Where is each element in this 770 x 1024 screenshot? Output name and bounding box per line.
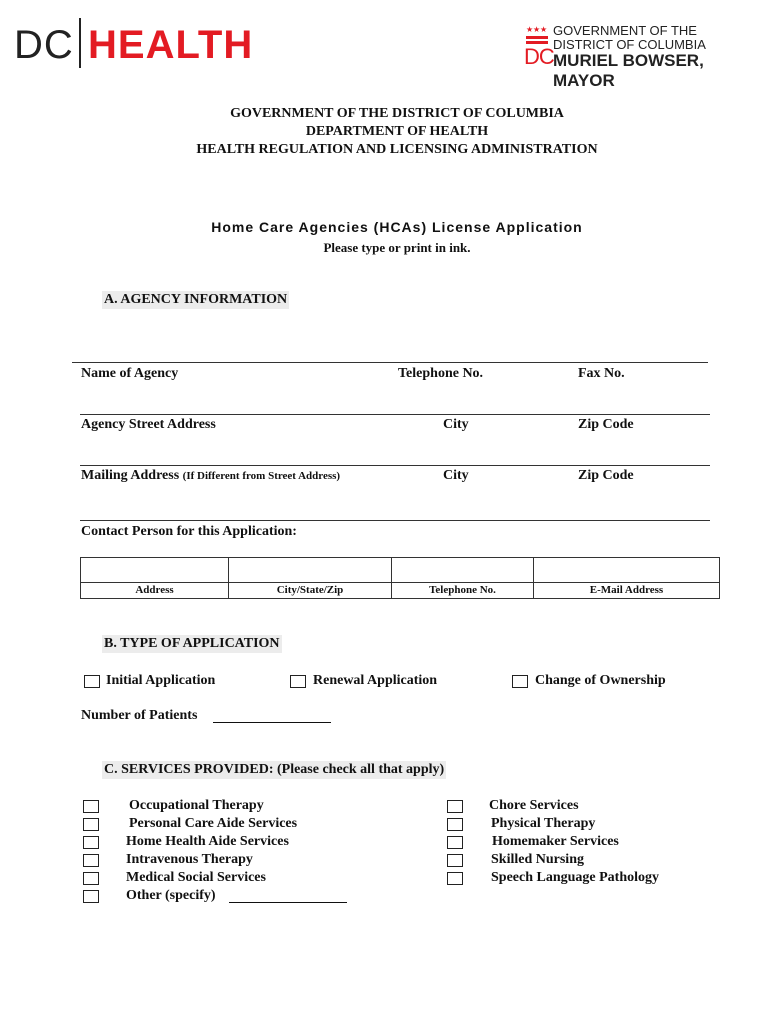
telephone-label: Telephone No. bbox=[398, 366, 484, 381]
change-of-ownership-checkbox[interactable] bbox=[512, 675, 528, 688]
renewal-application-label: Renewal Application bbox=[313, 673, 438, 688]
service-checkbox-other[interactable] bbox=[83, 890, 99, 903]
service-checkbox-homemaker[interactable] bbox=[447, 836, 463, 849]
initial-application-label: Initial Application bbox=[106, 673, 216, 688]
number-of-patients-field[interactable] bbox=[213, 722, 331, 723]
header-line-1: GOVERNMENT OF THE DISTRICT OF COLUMBIA bbox=[230, 106, 564, 121]
zip-label-2: Zip Code bbox=[578, 468, 634, 483]
mailing-address-label bbox=[81, 468, 340, 484]
service-checkbox-physical-therapy[interactable] bbox=[447, 818, 463, 831]
service-label-other: Other (specify) bbox=[126, 888, 216, 903]
rule-4 bbox=[80, 520, 710, 521]
contact-person-label: Contact Person for this Application: bbox=[81, 524, 297, 539]
service-checkbox-personal-care-aide[interactable] bbox=[83, 818, 99, 831]
service-checkbox-speech-language[interactable] bbox=[447, 872, 463, 885]
name-of-agency-label: Name of Agency bbox=[81, 366, 179, 381]
form-title: Home Care Agencies (HCAs) License Application bbox=[211, 219, 583, 235]
service-label-intravenous-therapy: Intravenous Therapy bbox=[126, 852, 253, 867]
city-label: City bbox=[443, 417, 469, 432]
gov-logo-line1: GOVERNMENT OF THE bbox=[553, 23, 697, 38]
dc-flag-icon: ★ ★ ★ bbox=[526, 26, 548, 46]
service-checkbox-medical-social[interactable] bbox=[83, 872, 99, 885]
service-label-chore: Chore Services bbox=[489, 798, 579, 813]
section-a-heading: A. AGENCY INFORMATION bbox=[104, 292, 288, 307]
dc-logo-text: DC bbox=[14, 23, 74, 67]
gov-logo-dc: DC bbox=[524, 44, 554, 69]
service-label-personal-care-aide: Personal Care Aide Services bbox=[129, 816, 298, 831]
rule-3 bbox=[80, 465, 710, 466]
service-label-homemaker: Homemaker Services bbox=[492, 834, 619, 849]
number-of-patients-label: Number of Patients bbox=[81, 708, 198, 723]
service-label-skilled-nursing: Skilled Nursing bbox=[491, 852, 584, 867]
service-checkbox-skilled-nursing[interactable] bbox=[447, 854, 463, 867]
renewal-application-checkbox[interactable] bbox=[290, 675, 306, 688]
gov-logo-line2: DISTRICT OF COLUMBIA bbox=[553, 37, 706, 52]
table-header-city-state-zip: City/State/Zip bbox=[276, 584, 344, 596]
mailing-address-note: (If Different from Street Address) bbox=[182, 470, 341, 482]
city-label-2: City bbox=[443, 468, 469, 483]
fax-label: Fax No. bbox=[578, 366, 625, 381]
service-checkbox-intravenous-therapy[interactable] bbox=[83, 854, 99, 867]
table-header-email: E-Mail Address bbox=[589, 584, 664, 596]
service-label-medical-social: Medical Social Services bbox=[126, 870, 266, 885]
service-checkbox-occupational-therapy[interactable] bbox=[83, 800, 99, 813]
service-label-occupational-therapy: Occupational Therapy bbox=[129, 798, 264, 813]
rule-1 bbox=[72, 362, 708, 363]
health-logo-text: HEALTH bbox=[88, 23, 254, 67]
service-checkbox-chore[interactable] bbox=[447, 800, 463, 813]
section-c-heading: C. SERVICES PROVIDED: (Please check all that apply) bbox=[104, 762, 445, 777]
service-label-physical-therapy: Physical Therapy bbox=[491, 816, 596, 831]
other-specify-field[interactable] bbox=[229, 902, 347, 903]
table-midline bbox=[81, 582, 719, 583]
header-line-2: DEPARTMENT OF HEALTH bbox=[305, 124, 489, 139]
section-b-heading: B. TYPE OF APPLICATION bbox=[104, 636, 280, 651]
table-header-telephone: Telephone No. bbox=[429, 584, 496, 596]
gov-logo-mayor: MURIEL BOWSER, MAYOR bbox=[553, 51, 704, 90]
header-line-3: HEALTH REGULATION AND LICENSING ADMINISTRATION bbox=[196, 142, 598, 157]
form-subtitle: Please type or print in ink. bbox=[323, 240, 471, 255]
change-of-ownership-label: Change of Ownership bbox=[535, 673, 666, 688]
mailing-address-text: Mailing Address bbox=[81, 468, 180, 483]
service-label-speech-language: Speech Language Pathology bbox=[491, 870, 660, 885]
table-header-address: Address bbox=[135, 584, 174, 596]
rule-2 bbox=[80, 414, 710, 415]
logo-divider bbox=[79, 18, 81, 68]
zip-label: Zip Code bbox=[578, 417, 634, 432]
service-checkbox-home-health-aide[interactable] bbox=[83, 836, 99, 849]
street-address-label: Agency Street Address bbox=[81, 417, 216, 432]
initial-application-checkbox[interactable] bbox=[84, 675, 100, 688]
service-label-home-health-aide: Home Health Aide Services bbox=[126, 834, 289, 849]
contact-table bbox=[80, 557, 720, 599]
